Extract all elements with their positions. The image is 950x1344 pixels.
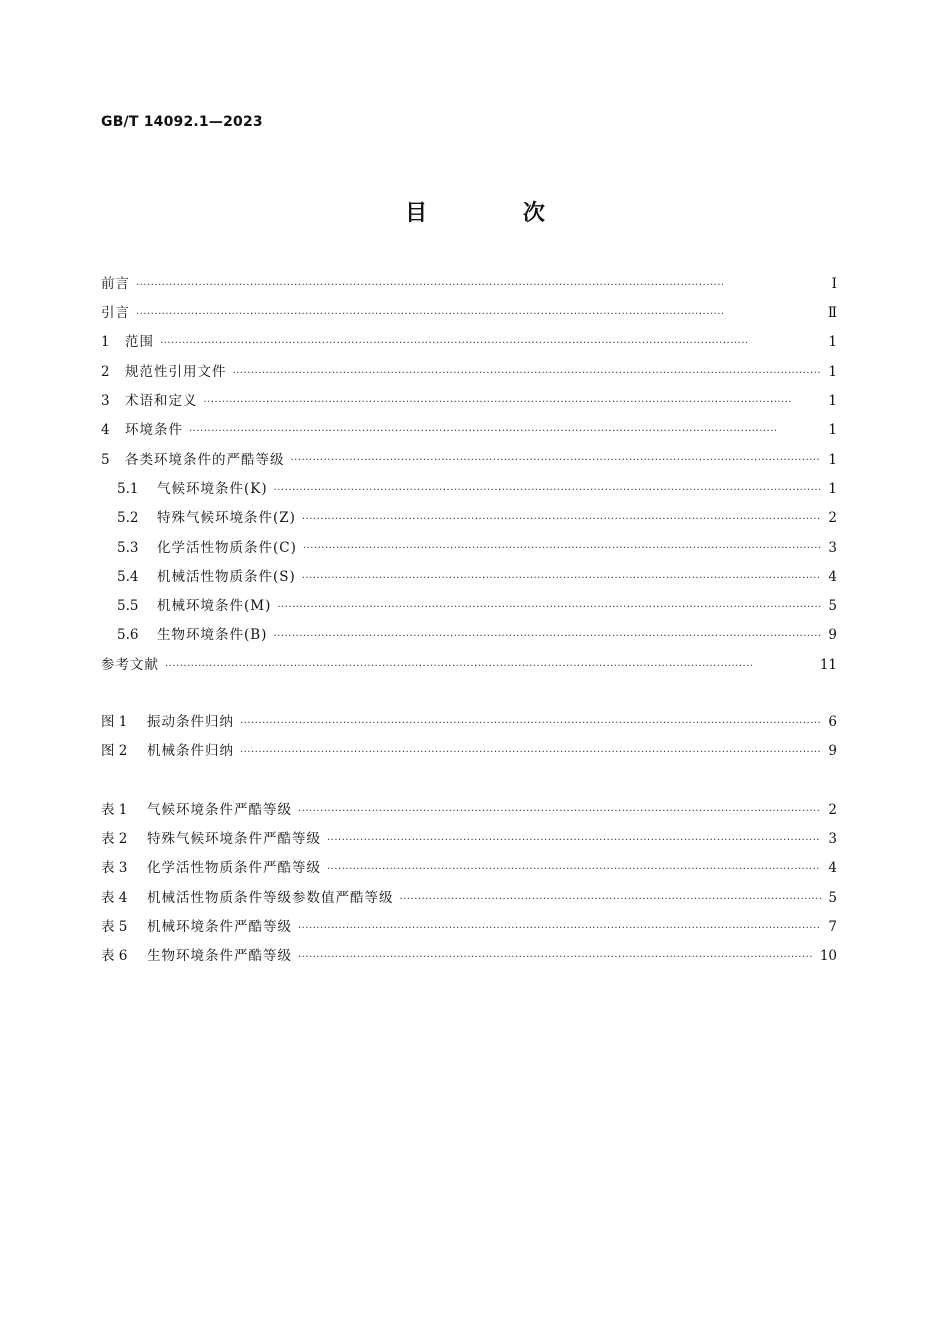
toc-entry[interactable] [101, 534, 837, 563]
dot-leader [303, 544, 821, 554]
toc-entry-number: 表 2 [101, 831, 128, 848]
toc-entry-title: 气候环境条件严酷等级 [147, 801, 292, 818]
dot-leader [136, 310, 821, 320]
toc-entry-number: 表 1 [101, 801, 128, 818]
toc-entry-page: 4 [828, 860, 837, 877]
toc-entry[interactable] [101, 358, 837, 387]
dot-leader [189, 427, 821, 437]
toc-entry-number: 图 2 [101, 743, 128, 760]
toc-entry-page: Ⅰ [831, 275, 837, 292]
dot-leader [298, 924, 821, 934]
toc-entry[interactable] [101, 504, 837, 533]
toc-entry-number: 5.2 [117, 510, 139, 527]
toc-entry-number: 表 3 [101, 860, 128, 877]
toc-entry[interactable] [101, 737, 837, 766]
dot-leader [302, 515, 821, 525]
toc-entry-title: 气候环境条件(K) [157, 480, 268, 497]
toc-entry-number: 表 4 [101, 889, 128, 906]
dot-leader [327, 836, 821, 846]
toc-entry-title: 化学活性物质条件严酷等级 [147, 860, 321, 877]
dot-leader [160, 339, 821, 349]
toc-entry[interactable] [101, 942, 837, 971]
toc-entry[interactable] [101, 592, 837, 621]
toc-entry-page: Ⅱ [827, 305, 837, 322]
toc-entry-title: 参考文献 [101, 656, 159, 673]
toc-entry-title: 生物环境条件严酷等级 [147, 948, 292, 965]
toc-entry-number: 5 [101, 451, 110, 468]
toc-entry[interactable] [101, 270, 837, 299]
toc-entry[interactable] [101, 855, 837, 884]
dot-leader [233, 369, 822, 379]
toc-entry-title: 特殊气候环境条件(Z) [157, 510, 296, 527]
toc-entry-number: 5.3 [117, 539, 139, 556]
toc-entry-title: 各类环境条件的严酷等级 [125, 451, 285, 468]
toc-entry-page: 9 [828, 627, 837, 644]
dot-leader [240, 719, 821, 729]
toc-entry-number: 3 [101, 393, 110, 410]
dot-leader [273, 632, 821, 642]
toc-entry-page: 1 [828, 393, 837, 410]
toc-entry-number: 5.5 [117, 598, 139, 615]
toc-entry-number: 表 6 [101, 948, 128, 965]
toc-tables [101, 796, 837, 972]
toc-entry[interactable] [101, 563, 837, 592]
dot-leader [400, 895, 822, 905]
toc-entry-page: 1 [828, 334, 837, 351]
toc-entry[interactable] [101, 913, 837, 942]
dot-leader [298, 953, 814, 963]
toc-entry[interactable] [101, 884, 837, 913]
toc-entry-number: 5.4 [117, 568, 139, 585]
toc-entry-page: 3 [828, 831, 837, 848]
toc-entry-title: 机械活性物质条件(S) [157, 568, 296, 585]
dot-leader [204, 398, 822, 408]
dot-leader [240, 748, 821, 758]
toc-entry-title: 特殊气候环境条件严酷等级 [147, 831, 321, 848]
toc-entry-title: 机械环境条件(M) [157, 598, 272, 615]
toc-entry-title: 生物环境条件(B) [157, 627, 268, 644]
toc-entry-page: 2 [828, 801, 837, 818]
toc-entry-title: 术语和定义 [125, 393, 198, 410]
toc-entry-title: 机械环境条件严酷等级 [147, 919, 292, 936]
dot-leader [302, 574, 821, 584]
toc-entry-page: 7 [828, 919, 837, 936]
toc-entry-page: 5 [828, 889, 837, 906]
toc-entry-title: 规范性引用文件 [125, 363, 227, 380]
toc-entry-title: 振动条件归纳 [147, 713, 234, 730]
toc-entry[interactable] [101, 651, 837, 680]
toc-entry-number: 表 5 [101, 919, 128, 936]
toc-entry[interactable] [101, 387, 837, 416]
toc-entry-page: 1 [828, 422, 837, 439]
toc-entry[interactable] [101, 416, 837, 445]
toc-entry-page: 9 [828, 743, 837, 760]
toc-entry[interactable] [101, 796, 837, 825]
toc-entry-page: 5 [828, 598, 837, 615]
dot-leader [165, 662, 814, 672]
toc-entry[interactable] [101, 622, 837, 651]
toc-entry-number: 1 [101, 334, 110, 351]
toc-entry-page: 1 [828, 363, 837, 380]
toc-entry-number: 4 [101, 422, 110, 439]
toc-entry[interactable] [101, 825, 837, 854]
toc-entry-page: 2 [828, 510, 837, 527]
toc-entry-title: 前言 [101, 275, 130, 292]
toc-main [101, 270, 837, 680]
toc-entry-number: 2 [101, 363, 110, 380]
dot-leader [277, 603, 821, 613]
toc-entry-title: 引言 [101, 305, 130, 322]
toc-entry-title: 机械活性物质条件等级参数值严酷等级 [147, 889, 394, 906]
toc-entry-title: 范围 [125, 334, 154, 351]
toc-entry-page: 1 [828, 451, 837, 468]
toc-entry[interactable] [101, 475, 837, 504]
toc-entry-title: 机械条件归纳 [147, 743, 234, 760]
toc-entry-title: 化学活性物质条件(C) [157, 539, 297, 556]
toc-entry-page: 3 [828, 539, 837, 556]
toc-entry[interactable] [101, 329, 837, 358]
toc-entry[interactable] [101, 708, 837, 737]
toc-entry-number: 5.6 [117, 627, 139, 644]
toc-entry-page: 10 [819, 948, 837, 965]
dot-leader [136, 281, 821, 291]
toc-entry-number: 图 1 [101, 713, 128, 730]
toc-entry[interactable] [101, 299, 837, 328]
standard-number: GB/T 14092.1—2023 [101, 114, 263, 130]
dot-leader [327, 865, 821, 875]
toc-figures [101, 708, 837, 767]
dot-leader [291, 456, 822, 466]
toc-entry-number: 5.1 [117, 480, 139, 497]
dot-leader [274, 486, 821, 496]
toc-entry-page: 4 [828, 568, 837, 585]
toc-entry-page: 11 [819, 656, 837, 673]
page-title: 目 次 [405, 201, 589, 226]
toc-entry-page: 1 [828, 480, 837, 497]
toc-entry-page: 6 [828, 713, 837, 730]
toc-entry[interactable] [101, 446, 837, 475]
toc-entry-title: 环境条件 [125, 422, 183, 439]
dot-leader [298, 807, 821, 817]
